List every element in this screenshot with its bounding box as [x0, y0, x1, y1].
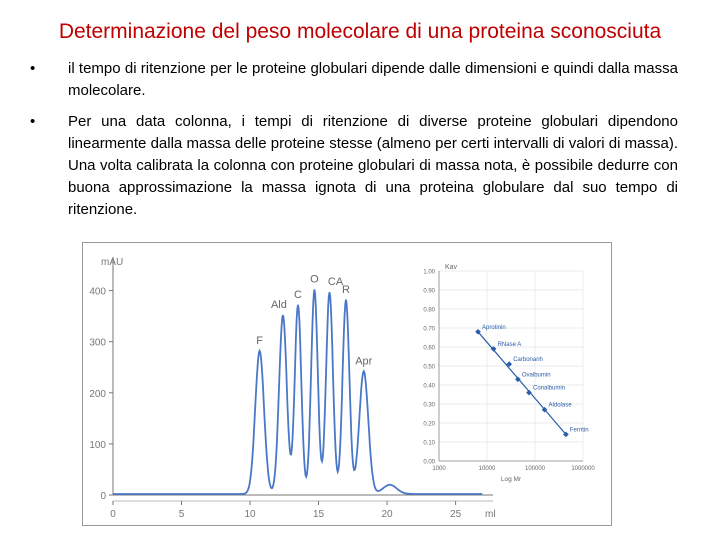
bullet-item	[30, 111, 678, 221]
peak-label: R	[341, 283, 350, 296]
y-tick-label: 0.70	[423, 326, 435, 333]
x-tick-label: 100000	[524, 466, 546, 472]
calibration-chart	[401, 257, 595, 487]
y-tick-label: 0.90	[423, 288, 435, 295]
y-tick-label: 1.00	[423, 269, 435, 276]
y-tick-label: 0.30	[423, 402, 435, 409]
x-axis-title: ml	[485, 509, 496, 520]
peak-label: F	[256, 334, 263, 347]
bullet-list	[30, 58, 678, 230]
y-axis-title: mAU	[101, 257, 124, 268]
x-tick-label: 20	[381, 509, 393, 520]
bullet-text: Per una data colonna, i tempi di ritenzione di diverse proteine globulari dipendono linearmente dalla massa delle proteine stesse (almeno per certi intervalli di valori di massa). Una volta calibrata la colonna con proteine globulari di massa nota, è possibile dedurre con buona approssimazione la massa ignota di una proteina globulare dal suo tempo di ritenzione.	[68, 113, 678, 218]
x-tick-label: 1000	[432, 466, 446, 472]
chromatogram-figure	[82, 242, 612, 526]
calibration-point	[526, 390, 532, 396]
y-tick-label: 300	[89, 337, 106, 349]
x-tick-label: 5	[178, 509, 185, 520]
bullet-item	[30, 58, 678, 102]
peak-label: O	[310, 273, 319, 286]
slide-title: Determinazione del peso molecolare di una proteina sconosciuta	[58, 20, 662, 43]
y-tick-label: 0.50	[423, 364, 435, 371]
point-label: Aldolase	[548, 402, 572, 409]
peak-label: C	[294, 288, 302, 301]
y-tick-label: 0.60	[423, 345, 435, 352]
y-tick-label: 0	[100, 491, 106, 502]
y-tick-label: 400	[89, 286, 106, 298]
calibration-inset	[401, 257, 595, 487]
peak-label: CA	[327, 276, 344, 289]
y-tick-label: 100	[89, 439, 106, 451]
y-tick-label: 0.40	[423, 383, 435, 390]
point-label: Conalbumin	[533, 385, 566, 392]
bullet-dot: •	[30, 113, 36, 130]
x-tick-label: 25	[450, 509, 462, 520]
peak-label: Ald	[270, 299, 287, 312]
y-axis-title: Kav	[445, 264, 458, 271]
x-tick-label: 15	[312, 509, 325, 520]
point-label: Ovalbumin	[521, 372, 551, 379]
y-tick-label: 0.10	[423, 440, 435, 447]
x-axis-title: Log Mr	[500, 476, 522, 483]
bullet-text: il tempo di ritenzione per le proteine globulari dipende dalle dimensioni e quindi dalla massa molecolare.	[68, 60, 678, 99]
peak-label: Apr	[355, 355, 373, 368]
bullet-dot: •	[30, 60, 36, 77]
x-tick-label: 10	[244, 509, 256, 520]
y-tick-label: 0.20	[423, 421, 435, 428]
point-label: Aprotinin	[482, 324, 506, 331]
y-tick-label: 200	[89, 388, 106, 400]
x-tick-label: 1000000	[571, 466, 595, 472]
y-tick-label: 0.80	[423, 307, 435, 314]
point-label: Ferritin	[569, 427, 589, 434]
x-tick-label: 10000	[478, 466, 496, 472]
x-tick-label: 0	[110, 509, 116, 520]
y-tick-label: 0.00	[423, 459, 435, 466]
point-label: RNase A	[497, 341, 522, 348]
point-label: Carbonanh	[513, 357, 543, 364]
